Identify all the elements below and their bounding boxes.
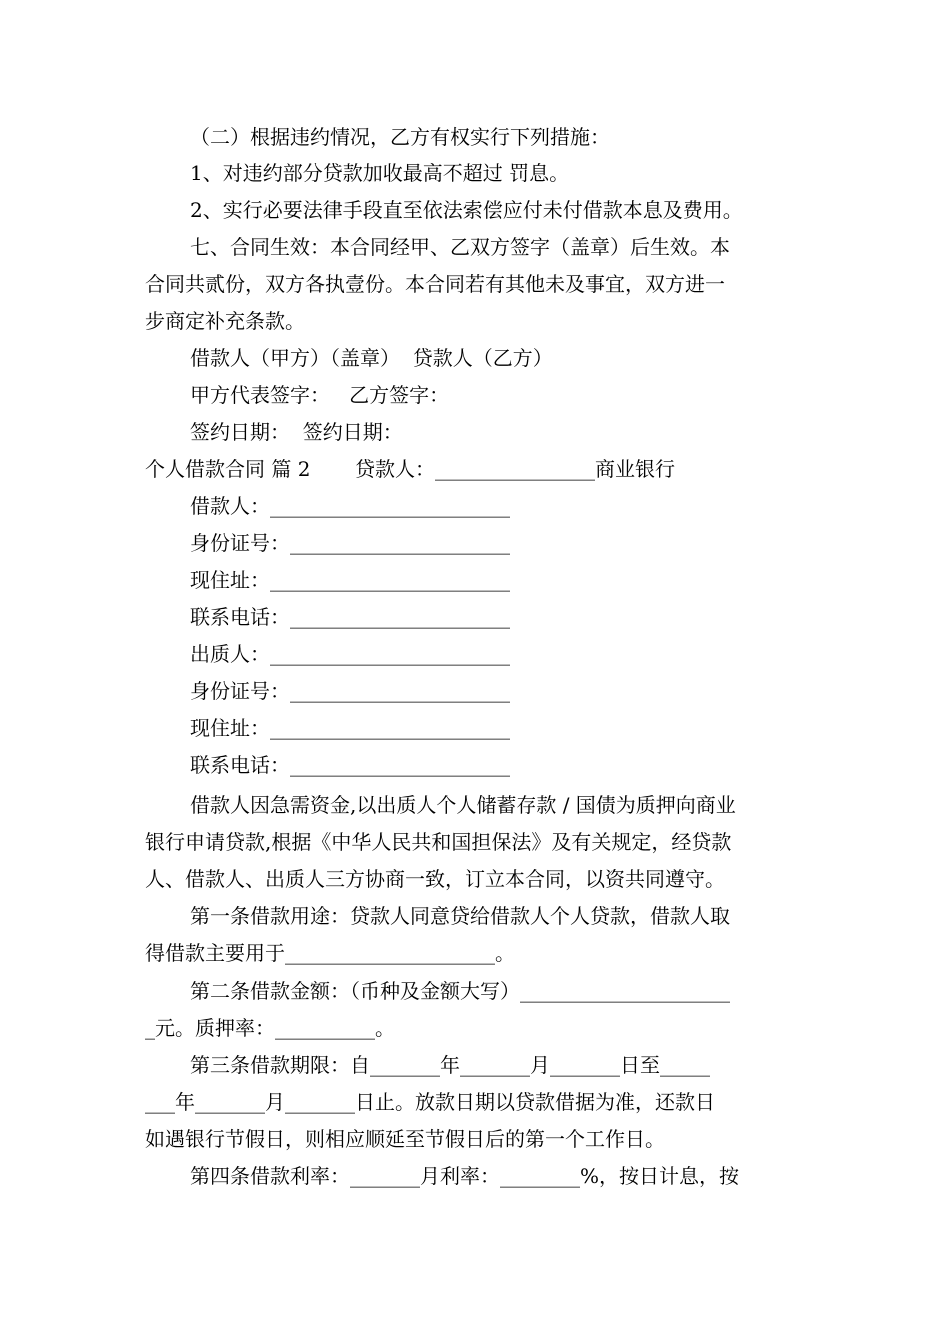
paragraph-line: （二）根据违约情况，乙方有权实行下列措施：: [190, 125, 610, 149]
borrower-id-field: 身份证号：______________________: [190, 531, 510, 555]
paragraph-line: 2、实行必要法律手段直至依法索偿应付未付借款本息及费用。: [190, 198, 743, 222]
article-1-line: 第一条借款用途：贷款人同意贷给借款人个人贷款，借款人取: [190, 904, 730, 928]
article-3-line: ___年_______月_______日止。放款日期以贷款借据为准，还款日: [145, 1090, 715, 1114]
article-2-line: _元。质押率：__________。: [145, 1016, 395, 1040]
pledgor-field: 出质人：________________________: [190, 642, 510, 666]
contract-heading-lender-line: 个人借款合同 篇 2 贷款人：________________商业银行: [145, 457, 675, 481]
paragraph-line: 合同共贰份，双方各执壹份。本合同若有其他未及事宜，双方进一: [145, 272, 725, 296]
borrower-address-field: 现住址：________________________: [190, 568, 510, 592]
pledgor-address-field: 现住址：________________________: [190, 716, 510, 740]
paragraph-line: 七、合同生效：本合同经甲、乙双方签字（盖章）后生效。本: [190, 235, 730, 259]
pledgor-id-field: 身份证号：______________________: [190, 679, 510, 703]
borrower-field: 借款人：________________________: [190, 494, 510, 518]
paragraph-line: 1、对违约部分贷款加收最高不超过 罚息。: [190, 161, 570, 185]
signing-date-line: 签约日期： 签约日期：: [190, 420, 403, 444]
paragraph-line: 借款人因急需资金,以出质人个人储蓄存款 / 国债为质押向商业: [190, 793, 736, 817]
article-3-line: 如遇银行节假日，则相应顺延至节假日后的第一个工作日。: [145, 1127, 665, 1151]
paragraph-line: 步商定补充条款。: [145, 309, 305, 333]
article-3-line: 第三条借款期限：自_______年_______月_______日至_____: [190, 1053, 710, 1077]
paragraph-line: 人、借款人、出质人三方协商一致，订立本合同，以资共同遵守。: [145, 867, 725, 891]
article-1-line: 得借款主要用于_____________________。: [145, 941, 515, 965]
article-2-line: 第二条借款金额：（币种及金额大写）_____________________: [190, 979, 730, 1003]
paragraph-line: 银行申请贷款,根据《中华人民共和国担保法》及有关规定，经贷款: [145, 830, 732, 854]
article-4-line: 第四条借款利率：_______月利率：________%，按日计息，按: [190, 1164, 740, 1188]
signature-line: 甲方代表签字： 乙方签字：: [190, 383, 450, 407]
pledgor-phone-field: 联系电话：______________________: [190, 753, 510, 777]
signature-parties-line: 借款人（甲方）（盖章） 贷款人（乙方）: [190, 346, 553, 370]
borrower-phone-field: 联系电话：______________________: [190, 605, 510, 629]
